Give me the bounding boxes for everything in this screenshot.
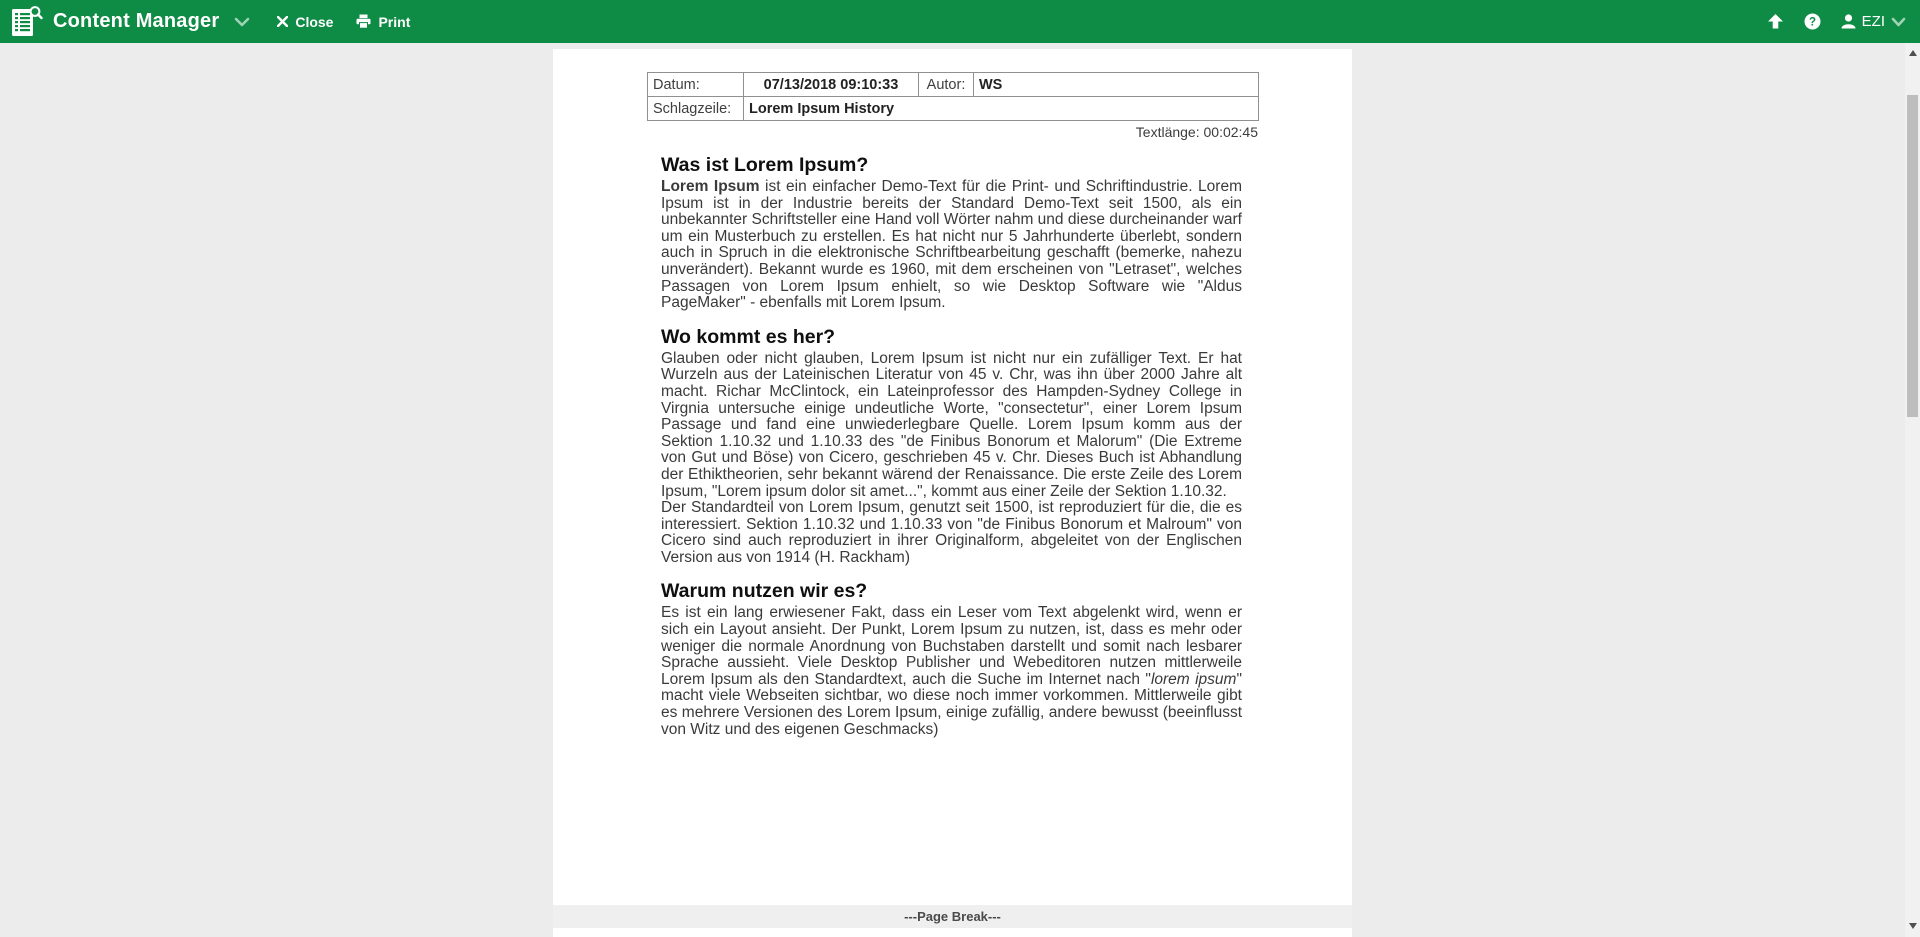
date-value: 07/13/2018 09:10:33 (744, 73, 919, 97)
vertical-scrollbar[interactable] (1905, 43, 1920, 937)
date-label: Datum: (648, 73, 744, 97)
headline-label: Schlagzeile: (648, 97, 744, 121)
scroll-to-top-button[interactable] (1767, 14, 1784, 29)
meta-row-date-author (648, 73, 1259, 97)
top-bar-right (1767, 13, 1912, 30)
document-page-2 (553, 928, 1352, 937)
app-title: Content Manager (53, 10, 220, 32)
printer-icon (356, 14, 371, 29)
user-menu[interactable] (1841, 13, 1906, 30)
section-heading: Warum nutzen wir es? (661, 580, 868, 603)
section-paragraph: Der Standardteil von Lorem Ipsum, genutzt seit 1500, ist reproduziert für die, die es interessiert. Sektion 1.10.32 und 1.10.33 von "de Finibus Bonorum et Malroum" von Cicero sind auch reproduziert in ihrer Originalform, abgeleitet von der Englischen Version aus von 1914 (H. Rackham) (661, 499, 1242, 566)
author-label: Autor: (919, 73, 974, 97)
app-menu-chevron-down-icon[interactable] (234, 17, 250, 27)
section-paragraph: Glauben oder nicht glauben, Lorem Ipsum ist nicht nur ein zufälliger Text. Er hat Wurzeln aus der Lateinischen Literatur von 45 v. Chr, was ihn über 2000 Jahre alt macht. Richar McClintock, ein Lateinprofessor des Hampden-Sydney College in Virgnia untersuche einige undeutliche Worte, "consectetur", einer Lorem Ipsum Passage und fand eine unwiederlegbare Quelle. Lorem Ipsum komm aus der Sektion 1.10.32 und 1.10.33 des "de Finibus Bonorum et Malorum" (Die Extreme von Gut und Böse) von Cicero, geschrieben 45 v. Chr. Dieses Buch ist Abhandlung der Ethiktheorien, sehr bekannt wärend der Renaissance. Die erste Zeile des Lorem Ipsum, "Lorem ipsum dolor sit amet...", kommt aus einer Zeile der Sektion 1.10.32. (661, 349, 1242, 500)
document-body (661, 154, 1242, 738)
svg-text:?: ? (1808, 16, 1816, 29)
section-heading: Wo kommt es her? (661, 325, 836, 348)
close-x-icon (277, 16, 288, 27)
document-section (661, 580, 1242, 738)
meta-row-headline (648, 97, 1259, 121)
person-icon (1841, 14, 1856, 29)
document-section (661, 326, 1242, 567)
help-button[interactable] (1804, 13, 1821, 30)
section-heading: Was ist Lorem Ipsum? (661, 154, 869, 176)
author-value: WS (974, 73, 1259, 97)
document-page-1 (553, 49, 1352, 905)
help-circle-icon (1804, 13, 1821, 30)
print-button-label: Print (378, 13, 411, 30)
arrow-up-icon (1767, 14, 1784, 29)
user-menu-chevron-down-icon (1891, 17, 1906, 27)
text-length: Textlänge: 00:02:45 (1135, 124, 1258, 140)
close-button[interactable] (277, 14, 333, 30)
print-button[interactable] (356, 14, 410, 30)
user-name: EZI (1861, 13, 1885, 30)
scrollbar-thumb[interactable] (1907, 95, 1918, 417)
scrollbar-down-arrow-icon[interactable] (1905, 918, 1920, 933)
close-button-label: Close (295, 13, 334, 30)
document-section (661, 154, 1242, 312)
section-paragraph: Lorem Ipsum ist ein einfacher Demo-Text für die Print- und Schriftindustrie. Lorem Ipsum ist in der Industrie bereits der Standard Demo-Text seit 1500, als ein unbekannter Schriftsteller eine Hand voll Wörter nahm und diese durcheinander warf um ein Musterbuch zu erstellen. Es hat nicht nur 5 Jahrhunderte überlebt, sondern auch in Spruch in die elektronische Schriftbearbeitung geschafft (bemerke, nahezu unverändert). Bekannt wurde es 1960, mit dem erscheinen von "Letraset", welches Passagen von Lorem Ipsum enhielt, so wie Desktop Software wie "Aldus PageMaker" - ebenfalls mit Lorem Ipsum. (661, 178, 1242, 312)
content-manager-icon (8, 5, 44, 39)
section-paragraph: Es ist ein lang erwiesener Fakt, dass ein Leser vom Text abgelenkt wird, wenn er sich ein Layout ansieht. Der Punkt, Lorem Ipsum zu nutzen, ist, dass es mehr oder weniger die normale Anordnung von Buchstaben darstellt und somit nach lesbarer Sprache aussieht. Viele Desktop Publisher und Webeditoren nutzen mittlerweile Lorem Ipsum als den Standardtext, auch die Suche im Internet nach "lorem ipsum" macht viele Webseiten sichtbar, wo diese noch immer vorkommen. Mittlerweile gibt es mehrere Versionen des Lorem Ipsum, einige zufällig, andere bewusst (beeinflusst von Witz und des eigenen Geschmacks) (661, 604, 1242, 738)
top-bar (0, 0, 1920, 43)
headline-value: Lorem Ipsum History (744, 97, 1259, 121)
scrollbar-up-arrow-icon[interactable] (1905, 45, 1920, 60)
document-meta-table (647, 72, 1259, 121)
page-break-marker: ---Page Break--- (553, 905, 1352, 928)
